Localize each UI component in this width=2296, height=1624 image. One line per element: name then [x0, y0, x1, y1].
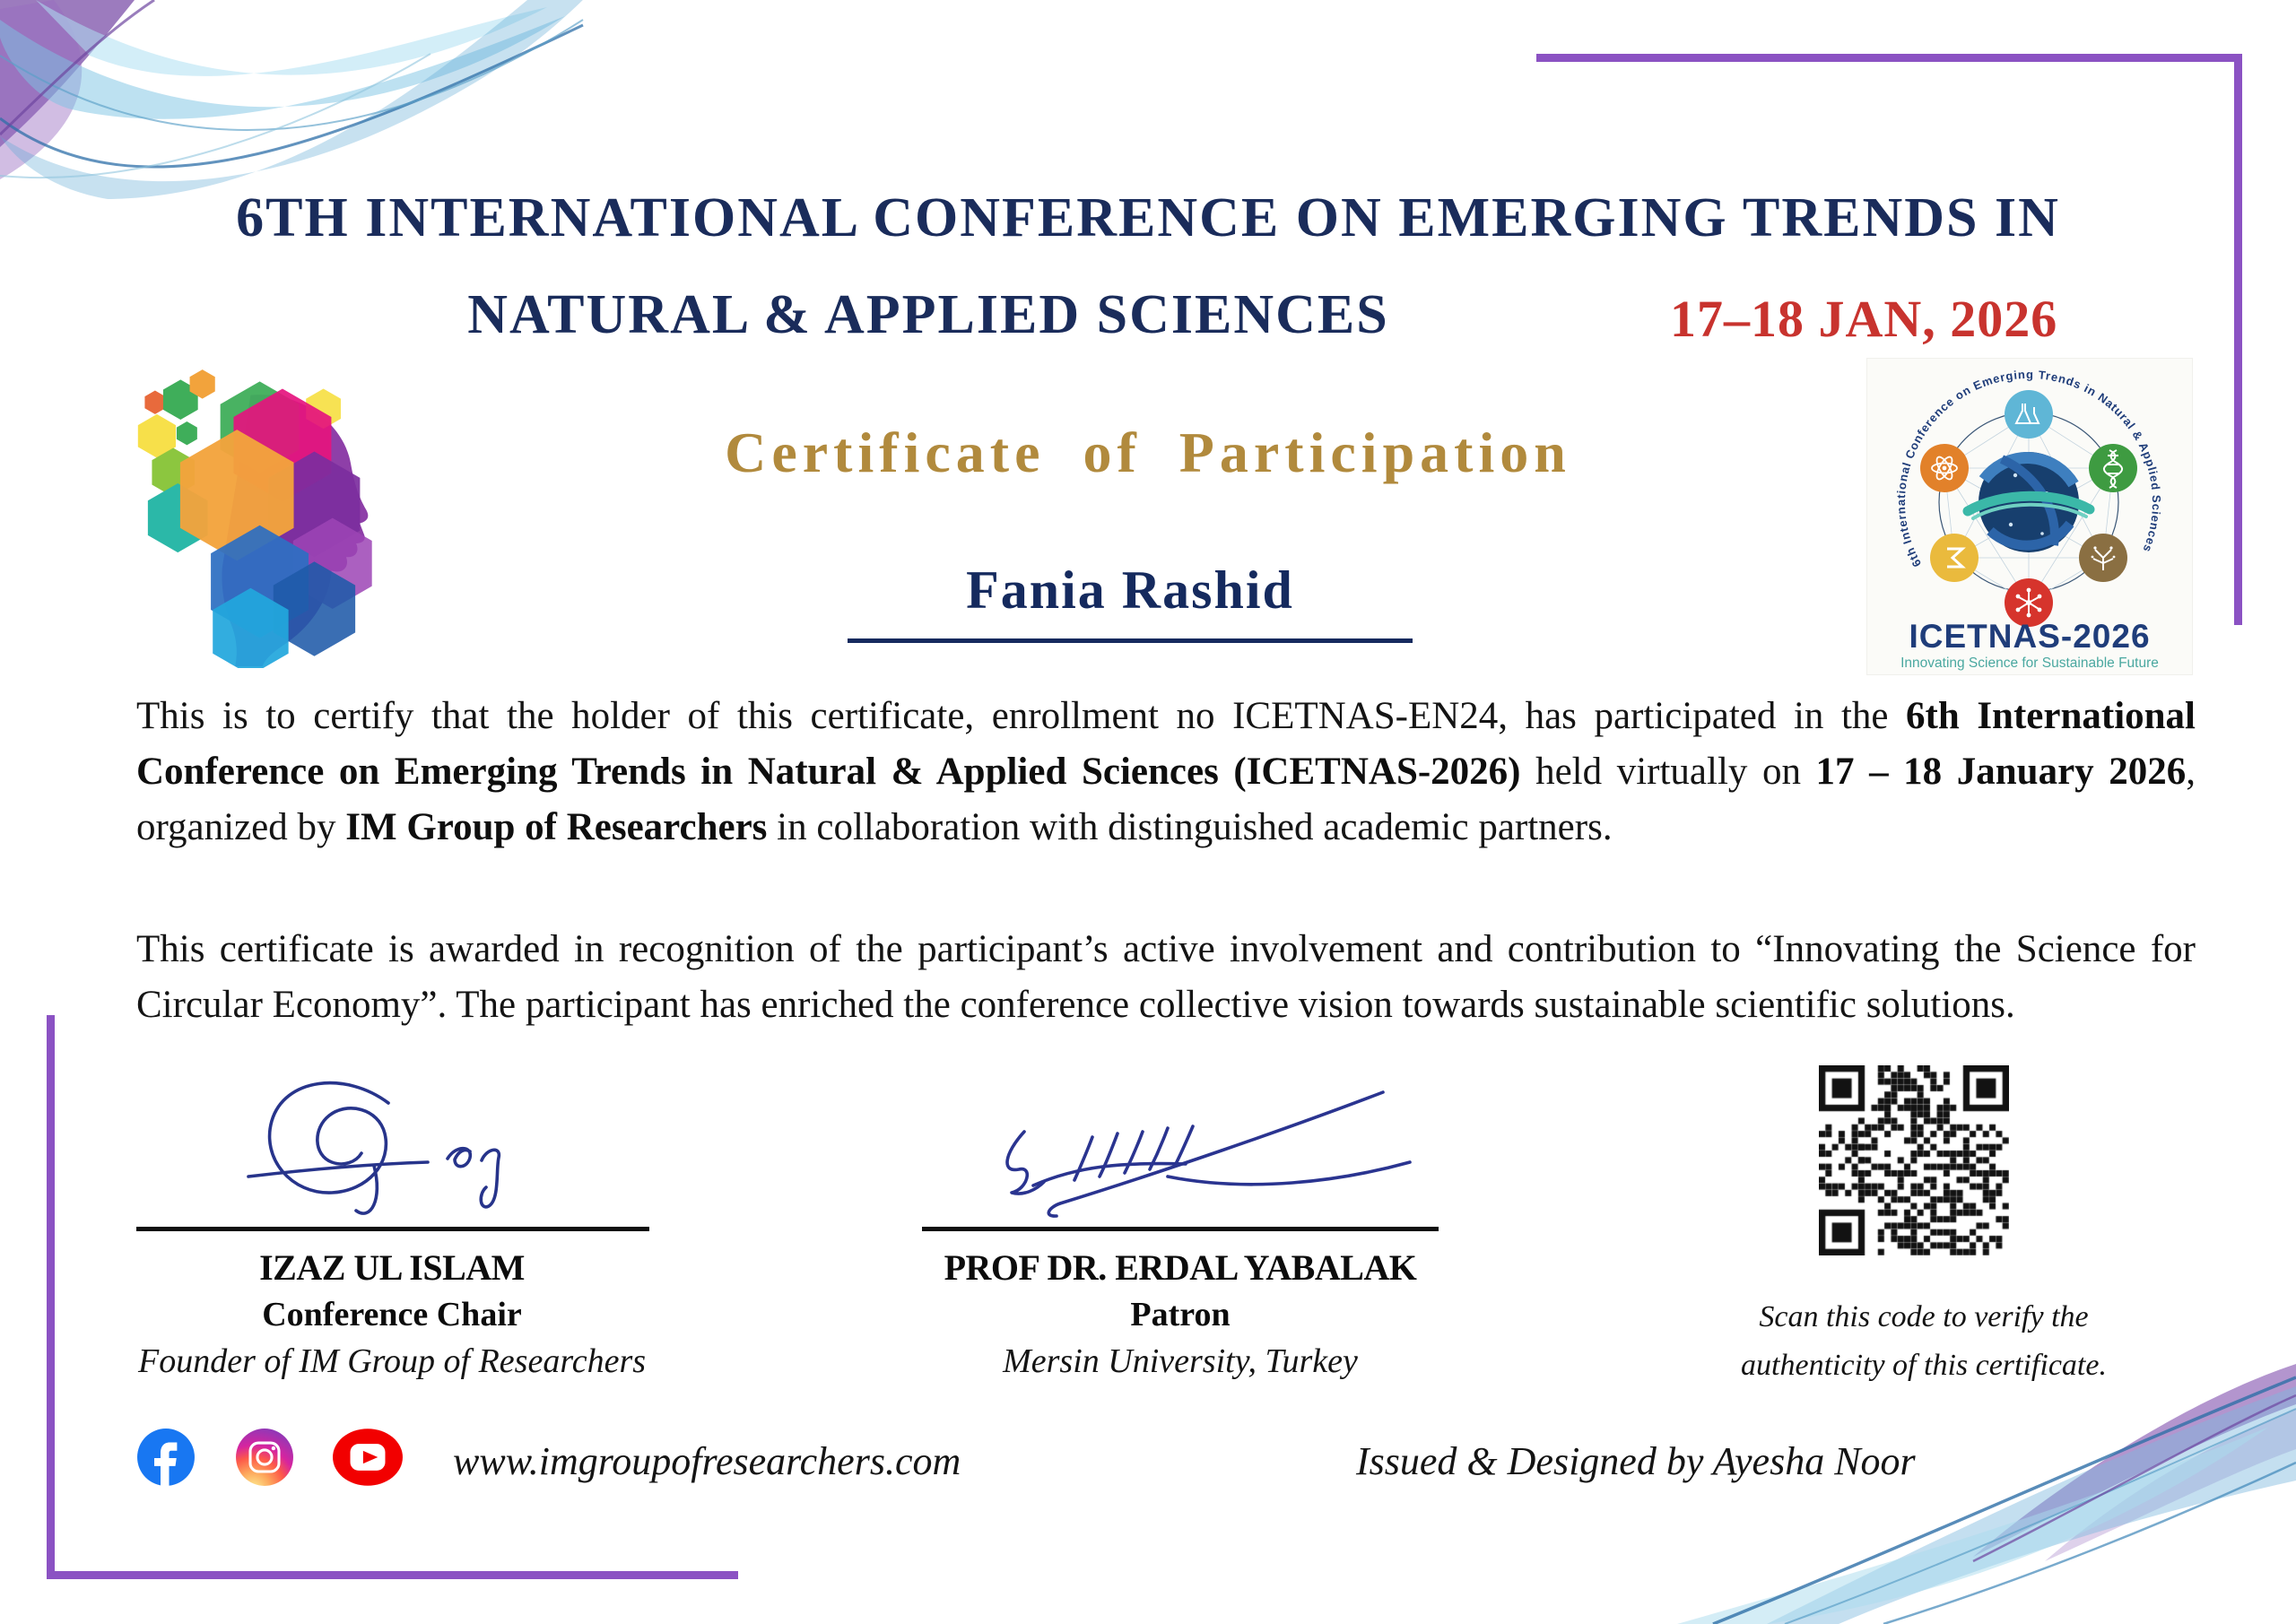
certificate-heading: Certificate of Participation [725, 421, 1571, 484]
signatory-role: Conference Chair [262, 1296, 522, 1333]
issued-by-text: Issued & Designed by Ayesha Noor [1356, 1439, 1916, 1483]
body-text-segment: held virtually on [1520, 751, 1816, 793]
recipient-name-underline [848, 638, 1413, 643]
signature-patron [961, 1076, 1428, 1224]
qr-caption-line2: authenticity of this certificate. [1741, 1349, 2107, 1382]
conference-dates: 17–18 JAN, 2026 [1670, 290, 2058, 348]
wave-decoration-bottom-right [1632, 1355, 2296, 1624]
body-text-segment-bold: 17 – 18 January 2026 [1815, 751, 2187, 793]
facebook-icon[interactable] [136, 1428, 196, 1487]
body-text-segment: in collaboration with distinguished academic partners. [767, 806, 1613, 848]
icetnas-logo-tagline: Innovating Science for Sustainable Future [1900, 656, 2159, 671]
signatory-role: Patron [1130, 1296, 1231, 1333]
body-text-segment-bold: 6th International Conference on Emerging Trends in Natural & Applied Sciences (ICETNAS-2026) [136, 695, 2196, 793]
icetnas-logo-name: ICETNAS-2026 [1909, 618, 2151, 655]
icetnas-logo-icon [1867, 359, 2192, 674]
conference-title-line2: NATURAL & APPLIED SCIENCES [467, 284, 1389, 345]
im-group-head-logo-icon [100, 359, 410, 668]
signature-conference-chair [202, 1069, 578, 1226]
website-link[interactable]: www.imgroupofresearchers.com [453, 1439, 961, 1483]
body-text-segment-bold: IM Group of Researchers [345, 806, 768, 848]
signature-line [136, 1227, 649, 1231]
instagram-icon[interactable] [235, 1428, 294, 1487]
qr-caption [1691, 1293, 2157, 1390]
icetnas-ring-text: 6th International Conference on Emerging Trends in Natural & Applied Sciences [1893, 367, 2164, 569]
conference-title-line1: 6TH INTERNATIONAL CONFERENCE ON EMERGING TRENDS IN [236, 187, 2060, 248]
icetnas-logo-panel [1867, 359, 2192, 674]
signatory-affiliation: Mersin University, Turkey [1003, 1342, 1358, 1380]
signatory-affiliation: Founder of IM Group of Researchers [137, 1342, 647, 1380]
recognition-paragraph: This certificate is awarded in recognition of the participant’s active involvement and contribution to “Innovating the Science for Circular Economy”. The participant has enriched the conference collective vision towards sustainable scientific solutions. [136, 928, 2196, 1026]
signature-line [922, 1227, 1439, 1231]
signatory-name: IZAZ UL ISLAM [259, 1247, 525, 1288]
certification-paragraph [136, 689, 2196, 855]
qr-code[interactable] [1819, 1065, 2009, 1255]
body-text-segment: , organized by [136, 751, 2196, 848]
body-text-segment: This is to certify that the holder of this certificate, enrollment no ICETNAS-EN24, has participated in the [136, 695, 1907, 737]
youtube-icon[interactable] [332, 1428, 404, 1487]
signatory-name: PROF DR. ERDAL YABALAK [944, 1247, 1417, 1288]
recipient-name: Fania Rashid [966, 560, 1294, 620]
qr-caption-line1: Scan this code to verify the [1759, 1300, 2089, 1333]
